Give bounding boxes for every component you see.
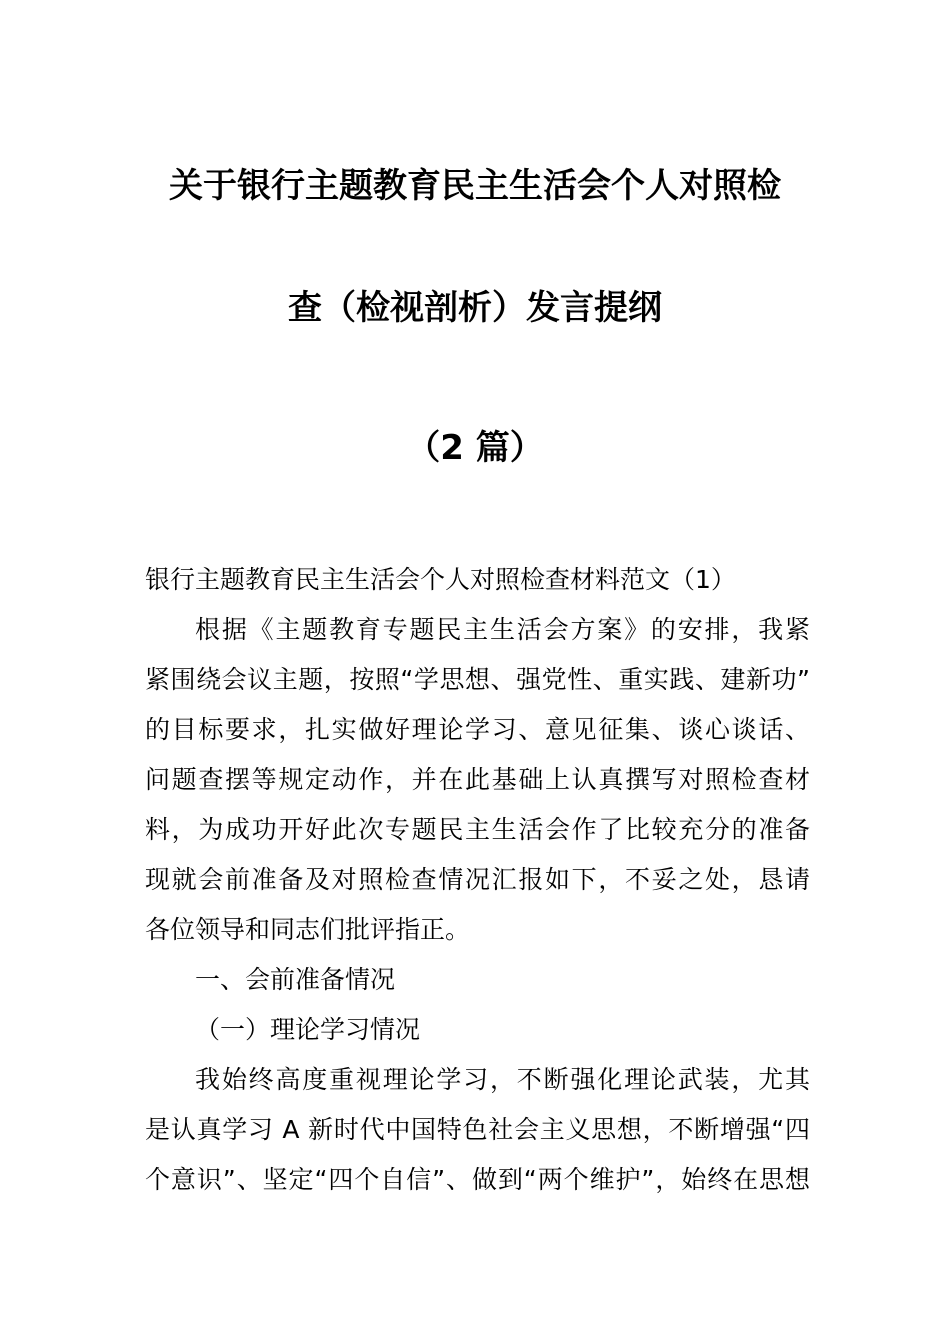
paragraph-2-line-2: 是认真学习 A 新时代中国特色社会主义思想，不断增强“四 — [145, 1115, 810, 1144]
paragraph-2-line-1: 我始终高度重视理论学习，不断强化理论武装，尤其 — [195, 1065, 810, 1094]
paragraph-1-line-1: 根据《主题教育专题民主生活会方案》的安排，我紧 — [195, 615, 810, 644]
paragraph-2-line-3: 个意识”、坚定“四个自信”、做到“两个维护”，始终在思想 — [145, 1165, 810, 1194]
paragraph-1-line-4: 问题查摆等规定动作，并在此基础上认真撰写对照检查材 — [145, 765, 810, 794]
paragraph-1-line-3: 的目标要求，扎实做好理论学习、意见征集、谈心谈话、 — [145, 715, 810, 744]
paragraph-1-line-2: 紧围绕会议主题，按照“学思想、强党性、重实践、建新功” — [145, 665, 810, 694]
paragraph-1-line-5: 料，为成功开好此次专题民主生活会作了比较充分的准备 — [145, 815, 810, 844]
title-line-3: （2 篇） — [406, 428, 544, 468]
title-line-1: 关于银行主题教育民主生活会个人对照检 — [169, 166, 781, 206]
document-body — [145, 555, 810, 1205]
section-heading-1: 一、会前准备情况 — [195, 965, 396, 994]
section-heading-2: （一）理论学习情况 — [195, 1015, 421, 1044]
paragraph-1-line-6: 现就会前准备及对照检查情况汇报如下，不妥之处，恳请 — [145, 865, 810, 894]
paragraph-1-line-7: 各位领导和同志们批评指正。 — [145, 915, 471, 944]
subtitle: 银行主题教育民主生活会个人对照检查材料范文（1） — [145, 565, 736, 594]
title-line-2: 查（检视剖析）发言提纲 — [288, 288, 662, 328]
